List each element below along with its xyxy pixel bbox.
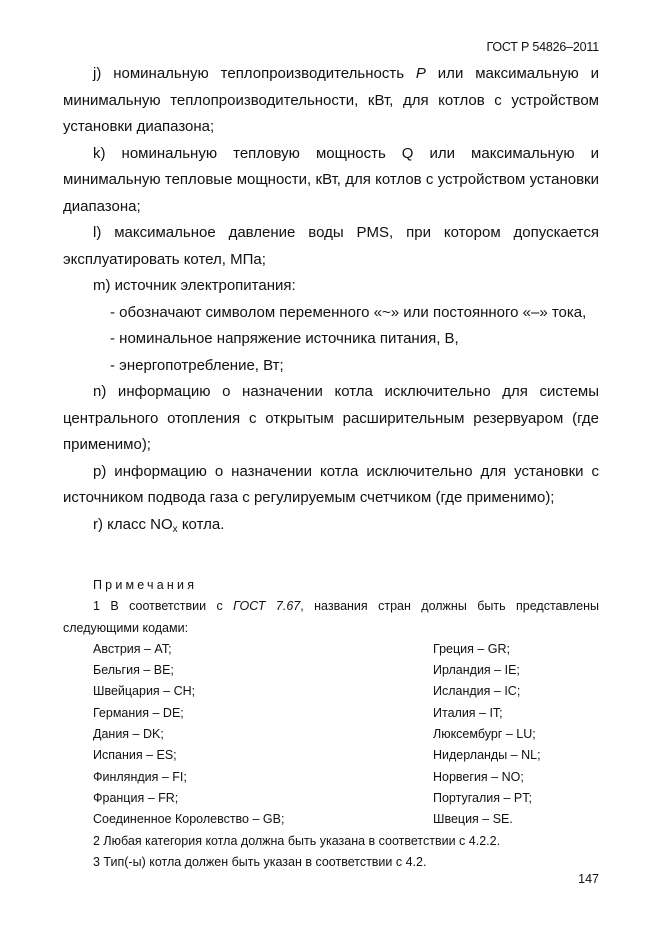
note-1 — [63, 596, 599, 639]
country-code-right: Португалия – PT; — [433, 790, 532, 805]
paragraph-l: l) максимальное давление воды PMS, при котором допускается эксплуатировать котел, МПа; — [63, 224, 599, 268]
paragraph-p: p) информацию о назначении котла исключительно для установки с источником подвода газа с регулируемым счетчиком (где применимо); — [63, 462, 599, 506]
country-code-left: Испания – ES; — [93, 748, 177, 763]
country-code-left: Германия – DE; — [93, 705, 184, 720]
note-2: 2 Любая категория котла должна быть указана в соответствии с 4.2.2. — [93, 833, 501, 848]
country-code-right: Норвегия – NO; — [433, 769, 524, 784]
paragraph-r-text: r) класс NO — [93, 515, 173, 533]
paragraph-r — [63, 512, 599, 539]
country-code-right: Греция – GR; — [433, 641, 511, 656]
country-codes-table — [63, 639, 599, 831]
country-code-right: Нидерланды – NL; — [433, 748, 541, 763]
paragraph-j-text-cont: или максимальную и минимальную теплопроизводительности, кВт, для котлов с устройством установки диапазона; — [63, 65, 599, 135]
country-code-left: Дания – DK; — [93, 727, 164, 742]
document-header: ГОСТ Р 54826–2011 — [486, 40, 599, 54]
country-code-left: Бельгия – BE; — [93, 663, 174, 678]
country-code-left: Франция – FR; — [93, 790, 179, 805]
country-code-left: Швейцария – CH; — [93, 684, 196, 699]
notes-title: Примечания — [93, 578, 198, 592]
country-code-left: Австрия – AT; — [93, 641, 172, 656]
paragraph-m-item-3: - энергопотребление, Вт; — [110, 356, 284, 374]
paragraph-m: m) источник электропитания: — [93, 277, 296, 294]
country-code-right: Люксембург – LU; — [433, 727, 536, 742]
country-code-right: Швеция – SE. — [433, 812, 513, 827]
notes-section — [63, 575, 599, 873]
paragraph-m-item-2: - номинальное напряжение источника питания, В, — [110, 330, 459, 347]
note-1-text-cont: , названия стран должны быть представлены следующими кодами: — [63, 599, 599, 635]
country-code-right: Италия – IT; — [433, 705, 503, 720]
note-1-text: 1 В соответствии с — [93, 599, 234, 614]
country-code-left: Финляндия – FI; — [93, 769, 187, 784]
country-code-left: Соединенное Королевство – GB; — [93, 812, 285, 827]
paragraph-n: n) информацию о назначении котла исключительно для системы центрального отопления с открытым расширительным резервуаром (где применимо); — [63, 383, 599, 453]
main-text — [63, 61, 599, 538]
note-3: 3 Тип(-ы) котла должен быть указан в соответствии с 4.2. — [93, 854, 427, 869]
note-1-gost-ref: ГОСТ 7.67 — [233, 599, 301, 614]
paragraph-j-text: j) номинальную теплопроизводительность — [93, 65, 416, 82]
paragraph-m-item-1: - обозначают символом переменного «~» или постоянного «–» тока, — [110, 303, 587, 321]
paragraph-r-text-cont: котла. — [177, 515, 225, 533]
nox-subscript: x — [172, 523, 178, 535]
country-code-right: Исландия – IC; — [433, 684, 521, 699]
paragraph-k: k) номинальную тепловую мощность Q или максимальную и минимальную тепловые мощности, кВт, для котлов с устройством установки диапазона; — [63, 144, 599, 215]
country-code-right: Ирландия – IE; — [433, 663, 520, 678]
paragraph-j — [63, 61, 599, 141]
symbol-p: P — [415, 65, 426, 82]
page-number: 147 — [578, 872, 599, 886]
